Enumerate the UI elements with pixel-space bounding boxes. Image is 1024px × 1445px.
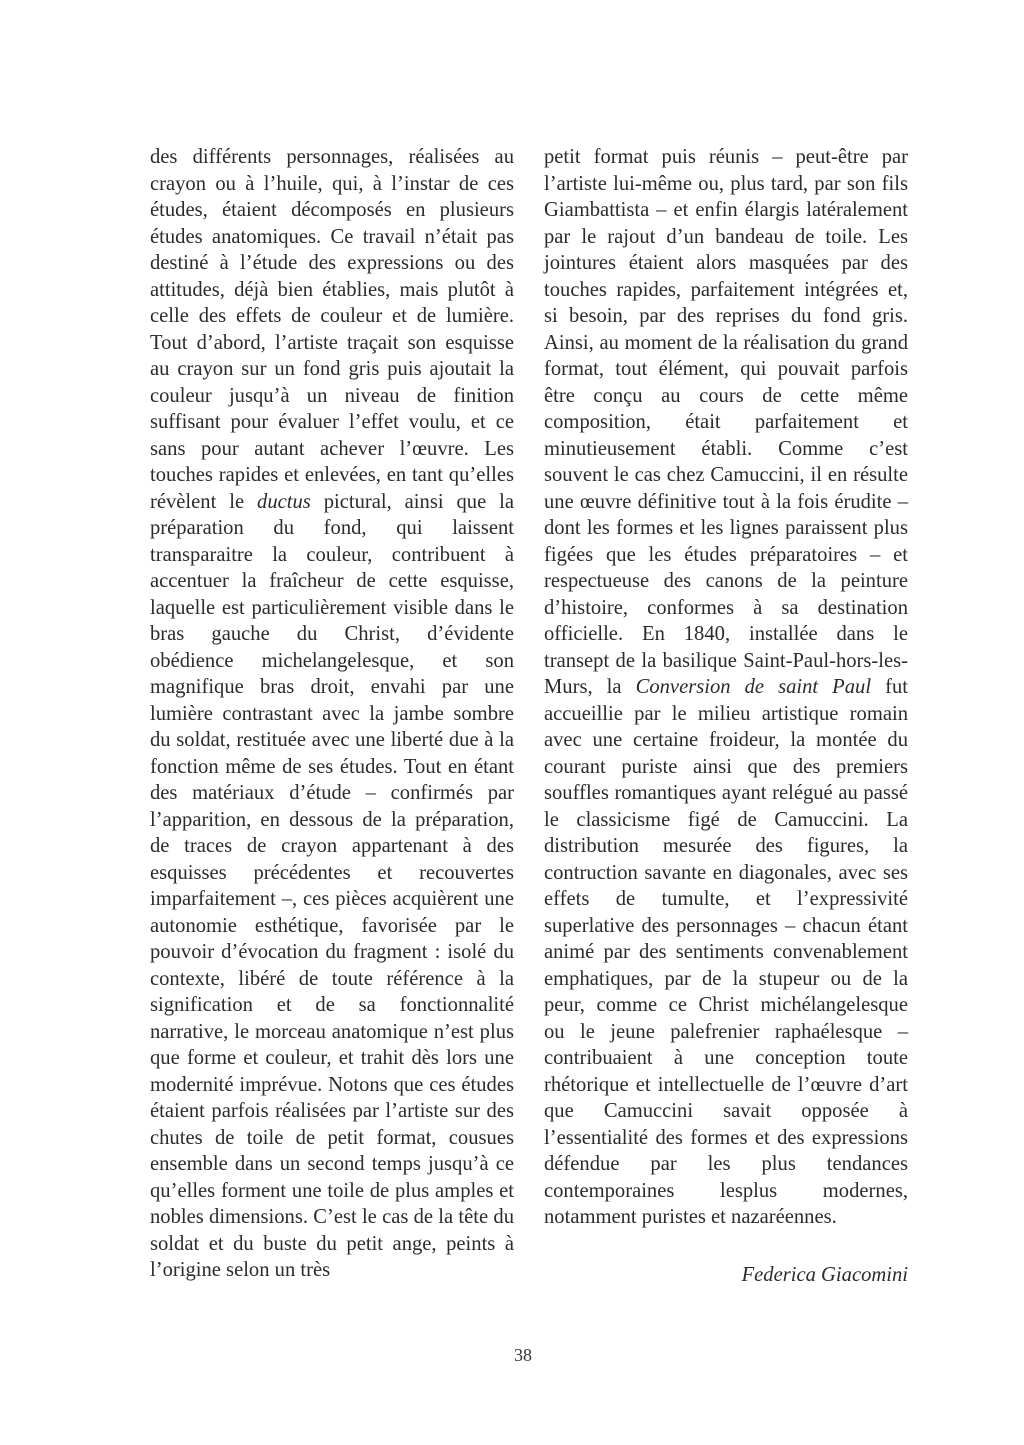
right-text-column: [544, 144, 908, 1231]
right-paragraph: [544, 144, 908, 1231]
ductus-italic: ductus: [257, 490, 311, 513]
author-signature: Federica Giacomini: [741, 1264, 908, 1286]
right-text-part-2: fut accueillie par le milieu artistique romain avec une certaine froideur, la montée du courant puriste ainsi que des premiers souffles romantiques ayant relégué au passé le classicisme figé de Camuccini. La distribution mesurée des figures, la contruction savante en diagonales, avec ses effets de tumulte, et l’expressivité superlative des personnages – chacun étant animé par des sentiments convenablement emphatiques, par de la stupeur ou de la peur, comme ce Christ michélangelesque ou le jeune palefrenier raphaélesque – contribuaient à une conception toute rhétorique et intellectuelle de l’œuvre d’art que Camuccini savait opposée à l’essentialité des formes et des expressions défendue par les plus tendances contemporaines lesplus modernes, notamment puristes et nazaréennes.: [544, 676, 908, 1228]
left-text-part-1: des différents personnages, réalisées au crayon ou à l’huile, qui, à l’instar de ces études, étaient décomposés en plusieurs études anatomiques. Ce travail n’était pas destiné à l’étude des expressions ou des attitudes, déjà bien établies, mais plutôt à celle des effets de couleur et de lumière. Tout d’abord, l’artiste traçait son esquisse au crayon sur un fond gris puis ajoutait la couleur jusqu’à un niveau de finition suffisant pour évaluer l’effet voulu, et ce sans pour autant achever l’œuvre. Les touches rapides et enlevées, en tant qu’elles révèlent le: [150, 146, 514, 513]
right-text-part-1: petit format puis réunis – peut-être par l’artiste lui-même ou, plus tard, par son fils Giambattista – et enfin élargis latéralement par le rajout d’un bandeau de toile. Les jointures étaient alors masquées par des touches rapides, parfaitement intégrées et, si besoin, par des reprises du fond gris. Ainsi, au moment de la réalisation du grand format, tout élément, qui pouvait parfois être conçu au cours de cette même composition, était parfaitement et minutieusement établi. Comme c’est souvent le cas chez Camuccini, il en résulte une œuvre définitive tout à la fois érudite – dont les formes et les lignes paraissent plus figées que les études préparatoires – et respectueuse des canons de la peinture d’histoire, conformes à sa destination officielle. En 1840, installée dans le transept de la basilique Saint-Paul-hors-les-Murs, la: [544, 146, 908, 698]
left-text-column: [150, 144, 514, 1284]
left-text-part-2: pictural, ainsi que la préparation du fond, qui laissent transparaitre la couleur, contribuent à accentuer la fraîcheur de cette esquisse, laquelle est particulièrement visible dans le bras gauche du Christ, d’évidente obédience michelangelesque, et son magnifique bras droit, envahi par une lumière contrastant avec la jambe sombre du soldat, restituée avec une liberté due à la fonction même de ses études. Tout en étant des matériaux d’étude – confirmés par l’apparition, en dessous de la préparation, de traces de crayon appartenant à des esquisses précédentes et recouvertes imparfaitement –, ces pièces acquièrent une autonomie esthétique, favorisée par le pouvoir d’évocation du fragment : isolé du contexte, libéré de toute référence à la signification et de sa fonctionnalité narrative, le morceau anatomique n’est plus que forme et couleur, et trahit dès lors une modernité imprévue. Notons que ces études étaient parfois réalisées par l’artiste sur des chutes de toile de petit format, cousues ensemble dans un second temps jusqu’à ce qu’elles forment une toile de plus amples et nobles dimensions. C’est le cas de la tête du soldat et du buste du petit ange, peints à l’origine selon un très: [150, 490, 514, 1281]
left-paragraph: [150, 144, 514, 1284]
page-number: 38: [514, 1345, 532, 1365]
artwork-title-italic: Conversion de saint Paul: [635, 676, 872, 698]
